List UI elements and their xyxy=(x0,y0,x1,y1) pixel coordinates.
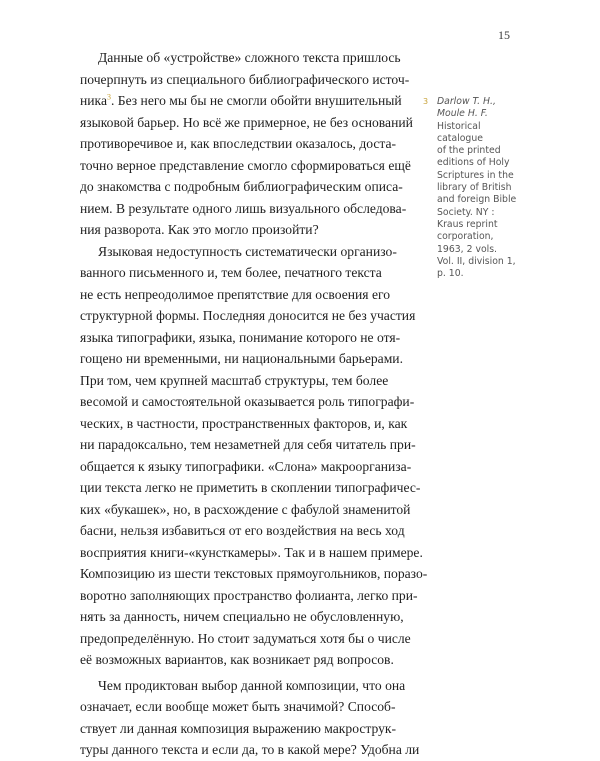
footnote-line: 1963, 2 vols. xyxy=(437,243,498,255)
text-line: воротно заполняющих пространство фолианта, легко при- xyxy=(80,587,418,603)
text-line: ванного письменного и, тем более, печатного текста xyxy=(80,265,382,280)
footnote-line: catalogue xyxy=(437,132,483,144)
main-text xyxy=(80,47,430,761)
text-line: нять за данность, ничем специально не обусловленную, xyxy=(80,609,404,624)
text-line: языка типографики, языка, понимание которого не отя- xyxy=(80,329,401,345)
footnote-authors: Moule H. F. xyxy=(437,108,488,120)
text-line: точно верное представление смогло сформироваться ещё xyxy=(80,157,411,173)
text-line: её возможных вариантов, как возникает ряд вопросов. xyxy=(80,652,394,667)
footnote-sidenote xyxy=(423,96,547,280)
text-line: басни, нельзя избавиться от его воздействия на весь ход xyxy=(80,523,405,538)
text-line: Данные об «устройстве» сложного текста пришлось xyxy=(98,50,401,65)
text-line: ни парадоксально, тем незаметней для себя читатель при- xyxy=(80,437,416,452)
footnote-line: and foreign Bible xyxy=(437,194,517,206)
text-line: Языковая недоступность систематически организо- xyxy=(98,243,397,259)
footnote-line: Vol. II, division 1, xyxy=(437,255,516,267)
footnote-line: p. 10. xyxy=(437,268,464,280)
footnote-line: of the printed xyxy=(437,145,501,157)
text-line: туры данного текста и если да, то в какой мере? Удобна ли xyxy=(80,742,420,757)
text-line: до знакомства с подробным библиографическим описа- xyxy=(80,179,403,194)
text-line: При том, чем крупней масштаб структуры, тем более xyxy=(80,372,389,388)
footnote-line: Kraus reprint xyxy=(437,218,498,230)
footnote-line: Society. NY : xyxy=(437,206,495,218)
text-line: общается к языку типографики. «Слона» макроорганиза- xyxy=(80,458,412,474)
page-number: 15 xyxy=(498,28,510,42)
text-line: ния разворота. Как это могло произойти? xyxy=(80,222,319,237)
footnote-line: editions of Holy xyxy=(437,157,510,169)
text-line: почерпнуть из специального библиографического источ- xyxy=(80,71,410,87)
text-line: ции текста легко не приметить в скоплении типографичес- xyxy=(80,480,421,495)
text-line: Композицию из шести текстовых прямоугольников, поразо- xyxy=(80,566,428,581)
text-line: ствует ли данная композиция выражению макрострук- xyxy=(80,720,397,736)
text-line: структурной формы. Последняя доносится не без участия xyxy=(80,308,416,323)
paragraph-2 xyxy=(80,241,430,671)
text-line: языковой барьер. Но всё же примерное, не без оснований xyxy=(80,114,413,130)
text-line: означает, если вообще может быть значимой? Способ- xyxy=(80,699,396,714)
footnote-line: library of British xyxy=(437,182,512,194)
text-line: весомой и самостоятельной оказывается роль типографи- xyxy=(80,394,415,409)
text-line: предопределённую. Но стоит задуматься хотя бы о числе xyxy=(80,630,411,646)
text-line: восприятия книги-«кунсткамеры». Так и в нашем примере. xyxy=(80,544,423,560)
paragraph-1 xyxy=(80,47,430,241)
text-line: не есть непреодолимое препятствие для освоения его xyxy=(80,286,391,302)
footnote-line: corporation, xyxy=(437,231,494,243)
text-line: гощено ни временными, ни национальными барьерами. xyxy=(80,351,403,366)
footnote-marker: 3 xyxy=(423,97,429,106)
text-line: Чем продиктован выбор данной композиции, что она xyxy=(98,677,406,693)
footnote-line: Historical xyxy=(437,120,481,132)
text-fragment: ника xyxy=(80,93,107,108)
text-line: нием. В результате одного лишь визуального обследова- xyxy=(80,200,407,216)
footnote-line: Scriptures in the xyxy=(437,169,514,181)
text-line: ческих, в частности, пространственных факторов, и, как xyxy=(80,415,408,431)
text-line: противоречивое и, как впоследствии оказалось, доста- xyxy=(80,136,397,151)
footnote-authors: Darlow T. H., xyxy=(437,96,496,107)
paragraph-3 xyxy=(80,675,430,761)
footnote-reference[interactable]: 3 xyxy=(106,92,111,102)
text-fragment: . Без него мы бы не смогли обойти внушительный xyxy=(110,93,402,108)
text-line: ких «букашек», но, в расхождение с фабулой знаменитой xyxy=(80,501,411,517)
text-line xyxy=(80,90,430,112)
